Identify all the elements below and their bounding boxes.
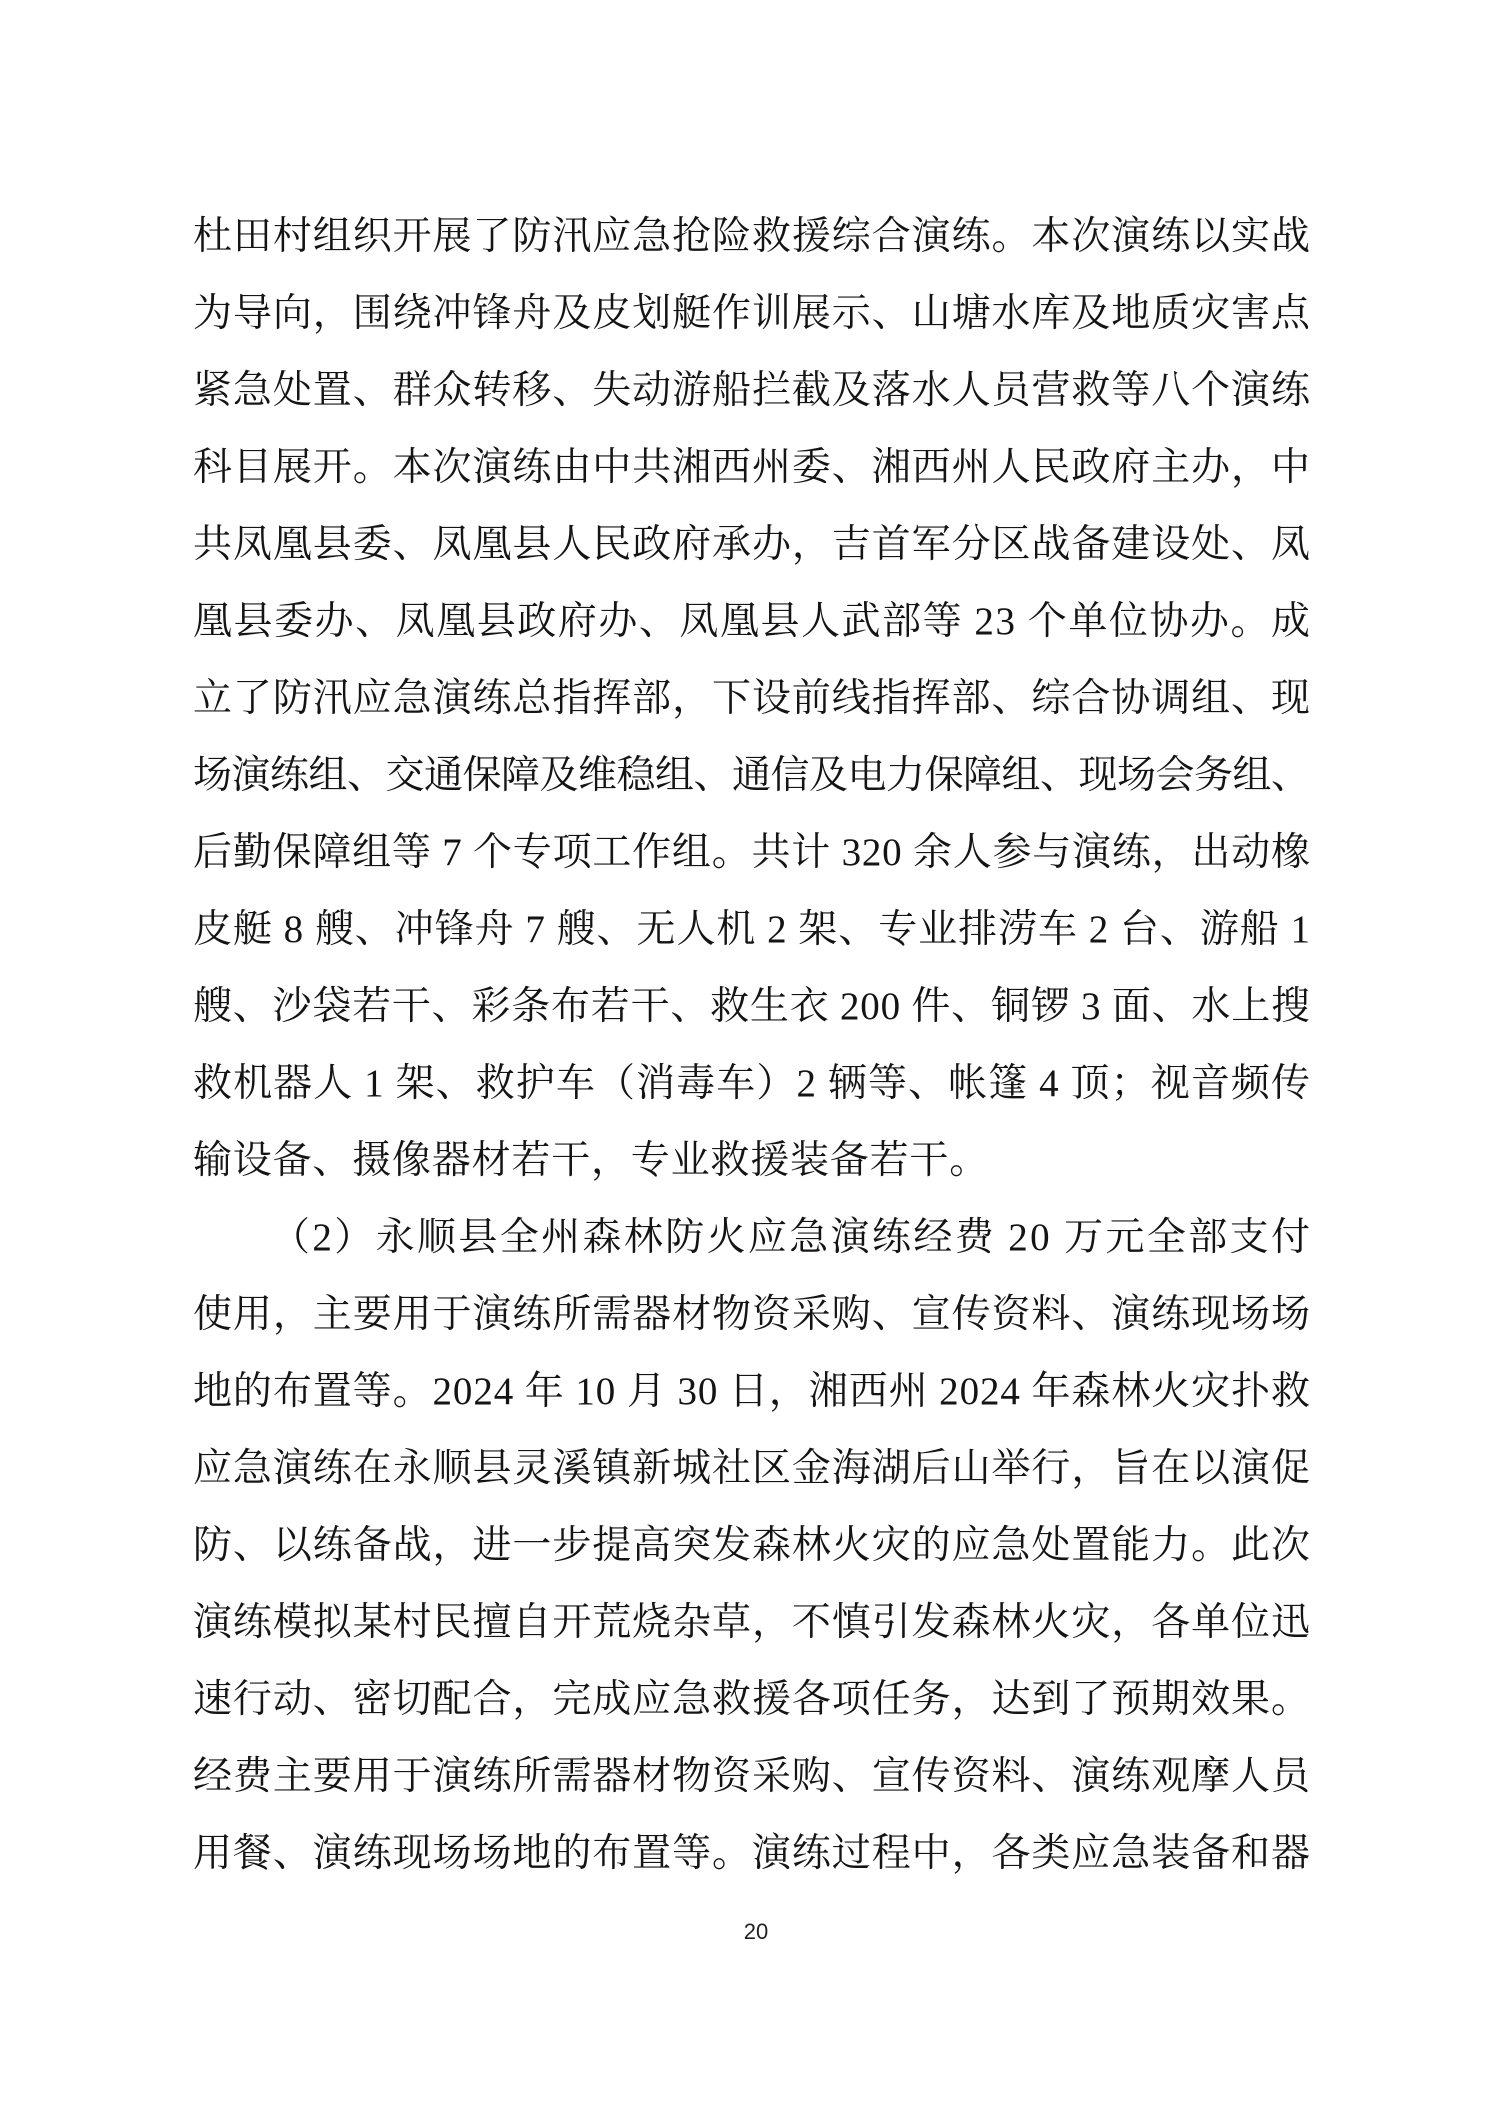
text-line-content: 救机器人 1 架、救护车（消毒车）2 辆等、帐篷 4 顶；视音频传 bbox=[193, 1062, 1312, 1105]
text-line-content: 演练模拟某村民擅自开荒烧杂草，不慎引发森林火灾，各单位迅 bbox=[193, 1601, 1311, 1644]
paragraph bbox=[193, 1199, 1313, 1892]
text-line bbox=[193, 660, 1310, 737]
text-line-content: 速行动、密切配合，完成应急救援各项任务，达到了预期效果。 bbox=[193, 1678, 1311, 1721]
text-line bbox=[193, 275, 1310, 352]
text-line-content: 经费主要用于演练所需器材物资采购、宣传资料、演练观摩人员 bbox=[193, 1755, 1311, 1798]
text-line bbox=[193, 198, 1310, 275]
text-line-content: 皮艇 8 艘、冲锋舟 7 艘、无人机 2 架、专业排涝车 2 台、游船 1 bbox=[193, 908, 1311, 951]
text-line-content: 输设备、摄像器材若干，专业救援装备若干。 bbox=[193, 1139, 990, 1182]
text-line-content: 用餐、演练现场场地的布置等。演练过程中，各类应急装备和器 bbox=[193, 1832, 1311, 1875]
text-line bbox=[193, 1430, 1310, 1507]
text-line bbox=[193, 1738, 1310, 1815]
text-line bbox=[193, 506, 1310, 583]
body-text bbox=[193, 198, 1313, 1892]
text-line bbox=[193, 1276, 1310, 1353]
text-line-content: 场演练组、交通保障及维稳组、通信及电力保障组、现场会务组、 bbox=[193, 754, 1310, 797]
text-line-first-indented bbox=[193, 1199, 1313, 1276]
text-line bbox=[193, 1584, 1310, 1661]
page-number: 20 bbox=[743, 1919, 769, 1944]
text-line-content: 使用，主要用于演练所需器材物资采购、宣传资料、演练现场场 bbox=[193, 1293, 1311, 1336]
text-line-content: 共凤凰县委、凤凰县人民政府承办，吉首军分区战备建设处、凤 bbox=[193, 523, 1311, 566]
text-line-content: （2）永顺县全州森林防火应急演练经费 20 万元全部支付 bbox=[271, 1216, 1313, 1259]
text-line bbox=[193, 1045, 1310, 1122]
text-line-content: 科目展开。本次演练由中共湘西州委、湘西州人民政府主办，中 bbox=[193, 446, 1311, 489]
text-line-content: 紧急处置、群众转移、失动游船拦截及落水人员营救等八个演练 bbox=[193, 369, 1311, 412]
text-line bbox=[193, 583, 1310, 660]
text-line bbox=[193, 1815, 1310, 1892]
text-line bbox=[193, 891, 1310, 968]
text-line bbox=[193, 429, 1310, 506]
text-line-content: 杜田村组织开展了防汛应急抢险救援综合演练。本次演练以实战 bbox=[193, 215, 1311, 258]
text-line-content: 立了防汛应急演练总指挥部，下设前线指挥部、综合协调组、现 bbox=[193, 677, 1311, 720]
text-line bbox=[193, 1507, 1310, 1584]
text-line-content: 为导向，围绕冲锋舟及皮划艇作训展示、山塘水库及地质灾害点 bbox=[193, 292, 1311, 335]
text-line-content: 艘、沙袋若干、彩条布若干、救生衣 200 件、铜锣 3 面、水上搜 bbox=[193, 985, 1311, 1028]
text-line-content: 防、以练备战，进一步提高突发森林火灾的应急处置能力。此次 bbox=[193, 1524, 1311, 1567]
text-line bbox=[193, 1353, 1310, 1430]
text-line bbox=[193, 968, 1310, 1045]
text-line-last bbox=[193, 1122, 1310, 1199]
text-line bbox=[193, 737, 1310, 814]
text-line bbox=[193, 352, 1310, 429]
paragraph bbox=[193, 198, 1310, 1199]
text-line-content: 后勤保障组等 7 个专项工作组。共计 320 余人参与演练，出动橡 bbox=[193, 831, 1311, 874]
text-line bbox=[193, 814, 1310, 891]
text-line-content: 凰县委办、凤凰县政府办、凤凰县人武部等 23 个单位协办。成 bbox=[193, 600, 1312, 643]
text-line-content: 应急演练在永顺县灵溪镇新城社区金海湖后山举行，旨在以演促 bbox=[193, 1447, 1311, 1490]
text-line-content: 地的布置等。2024 年 10 月 30 日，湘西州 2024 年森林火灾扑救 bbox=[193, 1370, 1311, 1413]
text-line bbox=[193, 1661, 1310, 1738]
